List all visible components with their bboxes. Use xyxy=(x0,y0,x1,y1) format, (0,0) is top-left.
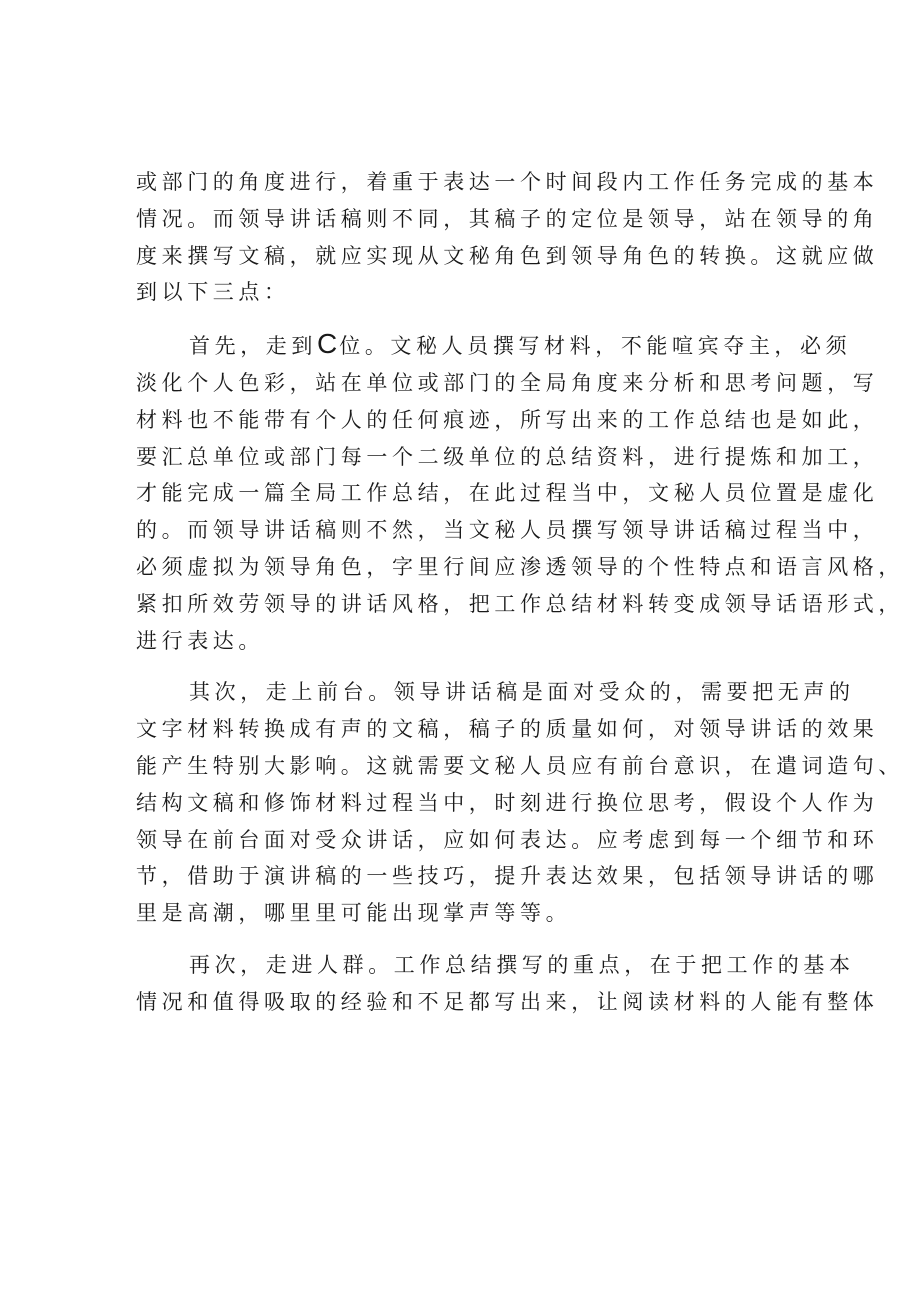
paragraph-second-point xyxy=(136,674,904,932)
lead-text-rest: 位。文秘人员撰写材料，不能喧宾夺主，必须 xyxy=(339,334,852,359)
text-line: 的。而领导讲话稿则不然，当文秘人员撰写领导讲话稿过程当中， xyxy=(136,518,879,543)
text-line: 结构文稿和修饰材料过程当中，时刻进行换位思考，假设个人作为 xyxy=(136,790,879,815)
text-line: 必须虚拟为领导角色，字里行间应渗透领导的个性特点和语言风格， xyxy=(136,554,904,579)
paragraph-third-point xyxy=(136,947,879,1021)
lead-text: 首先，走到 xyxy=(189,334,317,359)
text-line: 再次，走进人群。工作总结撰写的重点，在于把工作的基本 xyxy=(189,952,855,977)
text-line-lead xyxy=(136,326,852,365)
text-line: 材料也不能带有个人的任何痕迹，所写出来的工作总结也是如此， xyxy=(136,407,879,432)
text-line: 节，借助于演讲稿的一些技巧，提升表达效果，包括领导讲话的哪 xyxy=(136,864,879,889)
text-line: 度来撰写文稿，就应实现从文秘角色到领导角色的转换。这就应做 xyxy=(136,243,879,268)
text-line: 进行表达。 xyxy=(136,628,264,653)
text-line: 能产生特别大影响。这就需要文秘人员应有前台意识，在遣词造句、 xyxy=(136,753,904,778)
text-line: 到以下三点： xyxy=(136,280,290,305)
text-line: 要汇总单位或部门每一个二级单位的总结资料，进行提炼和加工， xyxy=(136,444,879,469)
text-line: 文字材料转换成有声的文稿，稿子的质量如何，对领导讲话的效果 xyxy=(136,717,879,742)
text-line: 或部门的角度进行，着重于表达一个时间段内工作任务完成的基本 xyxy=(136,170,879,194)
text-line: 里是高潮，哪里里可能出现掌声等等。 xyxy=(136,901,572,926)
c-position-letter: C xyxy=(317,328,340,360)
text-line: 淡化个人色彩，站在单位或部门的全局角度来分析和思考问题，写 xyxy=(136,370,879,395)
paragraph-intro xyxy=(136,164,879,311)
document-page xyxy=(136,164,904,1036)
text-line: 紧扣所效劳领导的讲话风格，把工作总结材料转变成领导话语形式， xyxy=(136,591,904,616)
text-line: 领导在前台面对受众讲话，应如何表达。应考虑到每一个细节和环 xyxy=(136,827,879,852)
text-line: 其次，走上前台。领导讲话稿是面对受众的，需要把无声的 xyxy=(189,680,855,705)
text-line: 情况。而领导讲话稿则不同，其稿子的定位是领导，站在领导的角 xyxy=(136,206,879,231)
paragraph-first-point xyxy=(136,326,904,659)
text-line: 才能完成一篇全局工作总结，在此过程当中，文秘人员位置是虚化 xyxy=(136,481,879,506)
text-line: 情况和值得吸取的经验和不足都写出来，让阅读材料的人能有整体 xyxy=(136,989,879,1014)
